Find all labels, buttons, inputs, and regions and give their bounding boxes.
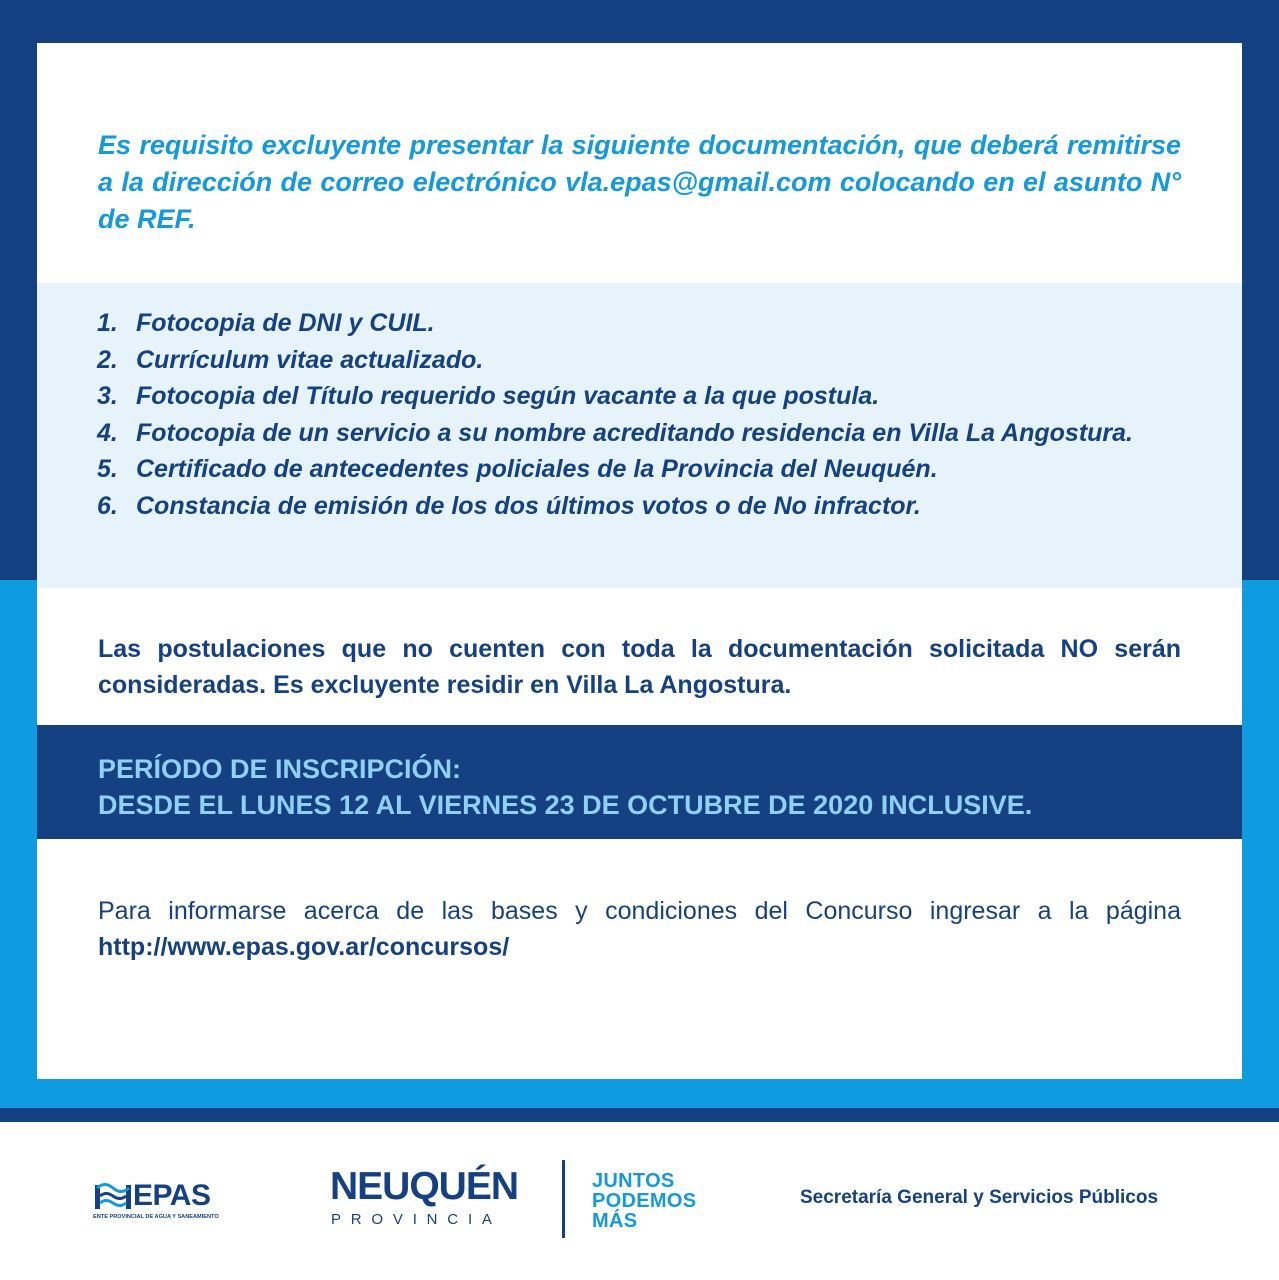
requirement-text: Certificado de antecedentes policiales de la Provincia del Neuquén. [136,455,938,483]
requirement-text: Fotocopia de DNI y CUIL. [136,309,435,337]
epas-subtitle: ENTE PROVINCIAL DE AGUA Y SANEAMIENTO [93,1214,219,1220]
requirements-box [37,283,1242,588]
notice-text: Las postulaciones que no cuenten con toda la documentación solicitada NO serán consideradas. Es excluyente residir en Villa La Angostura. [98,635,1181,699]
requirement-item [97,488,1207,525]
requirement-number: 5. [97,455,118,483]
period-dates: DESDE EL LUNES 12 AL VIERNES 23 DE OCTUBRE DE 2020 INCLUSIVE. [98,790,1033,820]
requirement-text: Currículum vitae actualizado. [136,345,484,374]
requirement-text: Constancia de emisión de los dos últimos votos o de No infractor. [136,491,921,520]
requirement-number: 4. [97,418,118,447]
requirement-item [97,342,1207,379]
requirement-number: 2. [97,345,118,374]
epas-logo [93,1179,253,1227]
period-band [37,725,1242,839]
concursos-link[interactable]: http://www.epas.gov.ar/concursos/ [98,933,510,961]
neuquen-logo-subtitle: PROVINCIA [331,1211,502,1228]
secretaria-label: Secretaría General y Servicios Públicos [800,1187,1159,1208]
requirement-number: 1. [97,309,118,337]
requirement-number: 6. [97,491,118,520]
slogan-line: JUNTOS [592,1170,675,1192]
footer [0,1122,1279,1280]
slogan [592,1171,696,1231]
requirements-list [97,305,1207,524]
requirement-number: 3. [97,382,118,410]
info-text [98,893,1181,965]
requirement-text: Fotocopia de un servicio a su nombre acreditando residencia en Villa La Angostura. [136,418,1133,447]
content-card [37,43,1242,1079]
requirement-text: Fotocopia del Título requerido según vacante a la que postula. [136,382,880,410]
epas-water-logo-icon [93,1181,133,1211]
period-title: PERÍODO DE INSCRIPCIÓN: [98,754,462,784]
requirement-item [97,451,1207,488]
requirement-item [97,378,1207,415]
slogan-line: PODEMOS [592,1190,697,1212]
info-lead: Para informarse acerca de las bases y condiciones del Concurso ingresar a la página [98,897,1181,925]
logo-divider [562,1160,565,1238]
frame-bottom-strip [0,1108,1279,1122]
period-text [98,751,1218,823]
requirement-item [97,305,1207,342]
requirement-item [97,415,1207,452]
slogan-line: MÁS [592,1210,638,1232]
neuquen-logo-name: NEUQUÉN [330,1165,519,1208]
epas-name: EPAS [133,1179,211,1212]
intro-text: Es requisito excluyente presentar la siguiente documentación, que deberá remitirse a la dirección de correo electrónico vla.epas@gmail.com colocando en el asunto N° de REF. [98,130,1181,234]
